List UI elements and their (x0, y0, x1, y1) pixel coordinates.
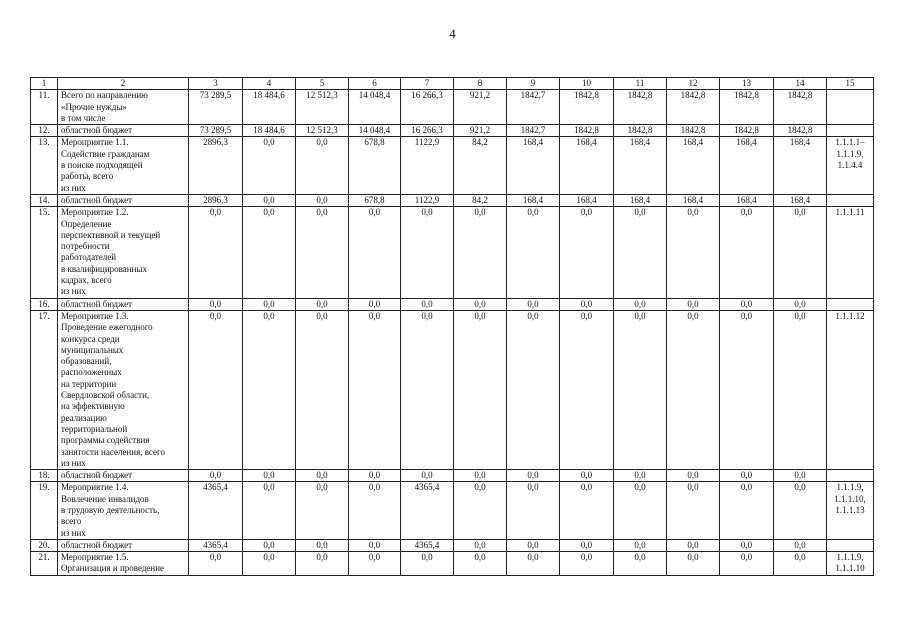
value-cell: 0,0 (349, 310, 401, 469)
value-cell: 0,0 (349, 207, 401, 298)
value-cell: 0,0 (667, 207, 720, 298)
row-name: Мероприятие 1.3. Проведение ежегодного конкурса среди муниципальных образований, расположенных на территории Свердловской области, на эффективную реализацию территориальной программы содействия занятости населения, всего из них (58, 310, 189, 469)
value-cell: 4365,4 (189, 539, 243, 551)
value-cell: 0,0 (720, 552, 774, 576)
value-cell: 1842,8 (774, 90, 827, 125)
value-cell: 1842,8 (720, 90, 774, 125)
value-cell: 16 266,3 (401, 90, 454, 125)
value-cell: 0,0 (401, 470, 454, 482)
value-cell: 678,8 (349, 137, 401, 194)
value-cell: 0,0 (560, 470, 614, 482)
value-cell: 18 484,6 (243, 90, 296, 125)
target-code: 1.1.1.12 (827, 310, 874, 469)
value-cell: 0,0 (243, 194, 296, 206)
row-number: 18. (31, 470, 58, 482)
target-code (827, 90, 874, 125)
value-cell: 1842,8 (667, 125, 720, 137)
value-cell: 168,4 (560, 194, 614, 206)
target-code: 1.1.1.9, 1.1.1.10 (827, 552, 874, 576)
value-cell: 0,0 (296, 470, 349, 482)
value-cell: 0,0 (507, 207, 560, 298)
table-row (31, 194, 874, 206)
value-cell: 0,0 (774, 207, 827, 298)
value-cell: 0,0 (667, 298, 720, 310)
target-code (827, 539, 874, 551)
column-header: 11 (614, 78, 667, 90)
value-cell: 1122,9 (401, 194, 454, 206)
value-cell: 0,0 (720, 470, 774, 482)
row-number: 17. (31, 310, 58, 469)
value-cell: 0,0 (243, 539, 296, 551)
value-cell: 0,0 (401, 552, 454, 576)
table-row (31, 310, 874, 469)
value-cell: 0,0 (774, 298, 827, 310)
row-name: областной бюджет (58, 194, 189, 206)
row-number: 21. (31, 552, 58, 576)
row-name: Мероприятие 1.5. Организация и проведение (58, 552, 189, 576)
value-cell: 0,0 (243, 298, 296, 310)
value-cell: 0,0 (774, 482, 827, 539)
table-row (31, 552, 874, 576)
row-name: Мероприятие 1.2. Определение перспективной и текущей потребности работодателей в квалифицированных кадрах, всего из них (58, 207, 189, 298)
value-cell: 4365,4 (401, 539, 454, 551)
page-number: 4 (449, 26, 456, 41)
value-cell: 4365,4 (189, 482, 243, 539)
value-cell: 4365,4 (401, 482, 454, 539)
value-cell: 0,0 (454, 298, 507, 310)
value-cell: 0,0 (349, 539, 401, 551)
value-cell: 168,4 (507, 194, 560, 206)
table-row (31, 470, 874, 482)
table-row (31, 90, 874, 125)
value-cell: 0,0 (507, 310, 560, 469)
value-cell: 0,0 (507, 482, 560, 539)
row-number: 13. (31, 137, 58, 194)
value-cell: 84,2 (454, 194, 507, 206)
value-cell: 0,0 (720, 298, 774, 310)
table-row (31, 125, 874, 137)
value-cell: 1842,7 (507, 90, 560, 125)
value-cell: 168,4 (614, 194, 667, 206)
row-name: Всего по направлению «Прочие нужды» в том числе (58, 90, 189, 125)
value-cell: 0,0 (560, 482, 614, 539)
target-code (827, 298, 874, 310)
value-cell: 1842,7 (507, 125, 560, 137)
value-cell: 678,8 (349, 194, 401, 206)
value-cell: 0,0 (243, 310, 296, 469)
row-name: областной бюджет (58, 470, 189, 482)
value-cell: 0,0 (189, 298, 243, 310)
value-cell: 0,0 (720, 482, 774, 539)
value-cell: 0,0 (667, 310, 720, 469)
row-name: областной бюджет (58, 125, 189, 137)
value-cell: 0,0 (296, 194, 349, 206)
column-header: 2 (58, 78, 189, 90)
value-cell: 0,0 (560, 298, 614, 310)
value-cell: 168,4 (560, 137, 614, 194)
value-cell: 0,0 (507, 298, 560, 310)
value-cell: 0,0 (614, 207, 667, 298)
value-cell: 0,0 (667, 482, 720, 539)
value-cell: 0,0 (349, 298, 401, 310)
value-cell: 0,0 (454, 207, 507, 298)
value-cell: 0,0 (560, 539, 614, 551)
value-cell: 168,4 (774, 137, 827, 194)
value-cell: 0,0 (243, 207, 296, 298)
column-header: 6 (349, 78, 401, 90)
value-cell: 0,0 (454, 539, 507, 551)
value-cell: 12 512,3 (296, 90, 349, 125)
column-header: 7 (401, 78, 454, 90)
value-cell: 12 512,3 (296, 125, 349, 137)
row-number: 20. (31, 539, 58, 551)
value-cell: 2896,3 (189, 137, 243, 194)
value-cell: 0,0 (189, 310, 243, 469)
table-row (31, 137, 874, 194)
value-cell: 1842,8 (614, 90, 667, 125)
value-cell: 0,0 (774, 539, 827, 551)
table-row (31, 298, 874, 310)
value-cell: 0,0 (349, 552, 401, 576)
value-cell: 168,4 (507, 137, 560, 194)
row-number: 11. (31, 90, 58, 125)
value-cell: 0,0 (774, 552, 827, 576)
value-cell: 0,0 (243, 470, 296, 482)
value-cell: 1842,8 (560, 125, 614, 137)
value-cell: 2896,3 (189, 194, 243, 206)
table-header-row (31, 78, 874, 90)
value-cell: 0,0 (243, 552, 296, 576)
value-cell: 0,0 (401, 298, 454, 310)
column-header: 15 (827, 78, 874, 90)
value-cell: 0,0 (296, 310, 349, 469)
value-cell: 0,0 (614, 482, 667, 539)
value-cell: 0,0 (614, 470, 667, 482)
value-cell: 0,0 (560, 310, 614, 469)
row-name: областной бюджет (58, 298, 189, 310)
table-body (31, 78, 874, 576)
value-cell: 921,2 (454, 125, 507, 137)
value-cell: 0,0 (560, 552, 614, 576)
value-cell: 73 289,5 (189, 125, 243, 137)
target-code: 1.1.1.1– 1.1.1.9, 1.1.4.4 (827, 137, 874, 194)
row-number: 12. (31, 125, 58, 137)
value-cell: 0,0 (189, 207, 243, 298)
value-cell: 0,0 (454, 470, 507, 482)
value-cell: 0,0 (614, 552, 667, 576)
value-cell: 0,0 (296, 207, 349, 298)
value-cell: 0,0 (774, 470, 827, 482)
column-header: 9 (507, 78, 560, 90)
value-cell: 0,0 (243, 482, 296, 539)
value-cell: 0,0 (454, 552, 507, 576)
value-cell: 168,4 (720, 137, 774, 194)
value-cell: 84,2 (454, 137, 507, 194)
column-header: 13 (720, 78, 774, 90)
value-cell: 0,0 (720, 539, 774, 551)
value-cell: 1842,8 (560, 90, 614, 125)
table-row (31, 482, 874, 539)
target-code (827, 470, 874, 482)
value-cell: 0,0 (349, 470, 401, 482)
value-cell: 0,0 (243, 137, 296, 194)
row-number: 16. (31, 298, 58, 310)
value-cell: 0,0 (774, 310, 827, 469)
column-header: 4 (243, 78, 296, 90)
value-cell: 0,0 (349, 482, 401, 539)
value-cell: 0,0 (401, 207, 454, 298)
value-cell: 0,0 (614, 310, 667, 469)
value-cell: 168,4 (667, 137, 720, 194)
column-header: 14 (774, 78, 827, 90)
row-name: областной бюджет (58, 539, 189, 551)
table-row (31, 207, 874, 298)
value-cell: 1842,8 (720, 125, 774, 137)
column-header: 5 (296, 78, 349, 90)
value-cell: 0,0 (401, 310, 454, 469)
value-cell: 0,0 (560, 207, 614, 298)
value-cell: 0,0 (296, 482, 349, 539)
value-cell: 0,0 (667, 470, 720, 482)
budget-table (30, 77, 874, 576)
row-number: 15. (31, 207, 58, 298)
row-number: 19. (31, 482, 58, 539)
value-cell: 168,4 (720, 194, 774, 206)
column-header: 12 (667, 78, 720, 90)
value-cell: 14 048,4 (349, 90, 401, 125)
value-cell: 0,0 (454, 482, 507, 539)
value-cell: 0,0 (720, 310, 774, 469)
value-cell: 18 484,6 (243, 125, 296, 137)
value-cell: 0,0 (296, 137, 349, 194)
value-cell: 0,0 (614, 298, 667, 310)
target-code: 1.1.1.11 (827, 207, 874, 298)
value-cell: 0,0 (296, 552, 349, 576)
value-cell: 0,0 (667, 552, 720, 576)
row-name: Мероприятие 1.1. Содействие гражданам в поиске подходящей работы, всего из них (58, 137, 189, 194)
value-cell: 921,2 (454, 90, 507, 125)
value-cell: 73 289,5 (189, 90, 243, 125)
value-cell: 0,0 (189, 552, 243, 576)
value-cell: 168,4 (774, 194, 827, 206)
column-header: 10 (560, 78, 614, 90)
value-cell: 0,0 (720, 207, 774, 298)
row-number: 14. (31, 194, 58, 206)
value-cell: 168,4 (614, 137, 667, 194)
value-cell: 14 048,4 (349, 125, 401, 137)
value-cell: 0,0 (507, 539, 560, 551)
column-header: 1 (31, 78, 58, 90)
value-cell: 0,0 (454, 310, 507, 469)
value-cell: 16 266,3 (401, 125, 454, 137)
value-cell: 168,4 (667, 194, 720, 206)
row-name: Мероприятие 1.4. Вовлечение инвалидов в трудовую деятельность, всего из них (58, 482, 189, 539)
value-cell: 1842,8 (667, 90, 720, 125)
value-cell: 0,0 (296, 298, 349, 310)
column-header: 8 (454, 78, 507, 90)
table-row (31, 539, 874, 551)
value-cell: 1122,9 (401, 137, 454, 194)
value-cell: 0,0 (296, 539, 349, 551)
target-code (827, 194, 874, 206)
value-cell: 0,0 (507, 470, 560, 482)
value-cell: 0,0 (667, 539, 720, 551)
value-cell: 0,0 (189, 470, 243, 482)
column-header: 3 (189, 78, 243, 90)
value-cell: 0,0 (507, 552, 560, 576)
target-code (827, 125, 874, 137)
target-code: 1.1.1.9, 1.1.1.10, 1.1.1.13 (827, 482, 874, 539)
value-cell: 0,0 (614, 539, 667, 551)
value-cell: 1842,8 (774, 125, 827, 137)
value-cell: 1842,8 (614, 125, 667, 137)
